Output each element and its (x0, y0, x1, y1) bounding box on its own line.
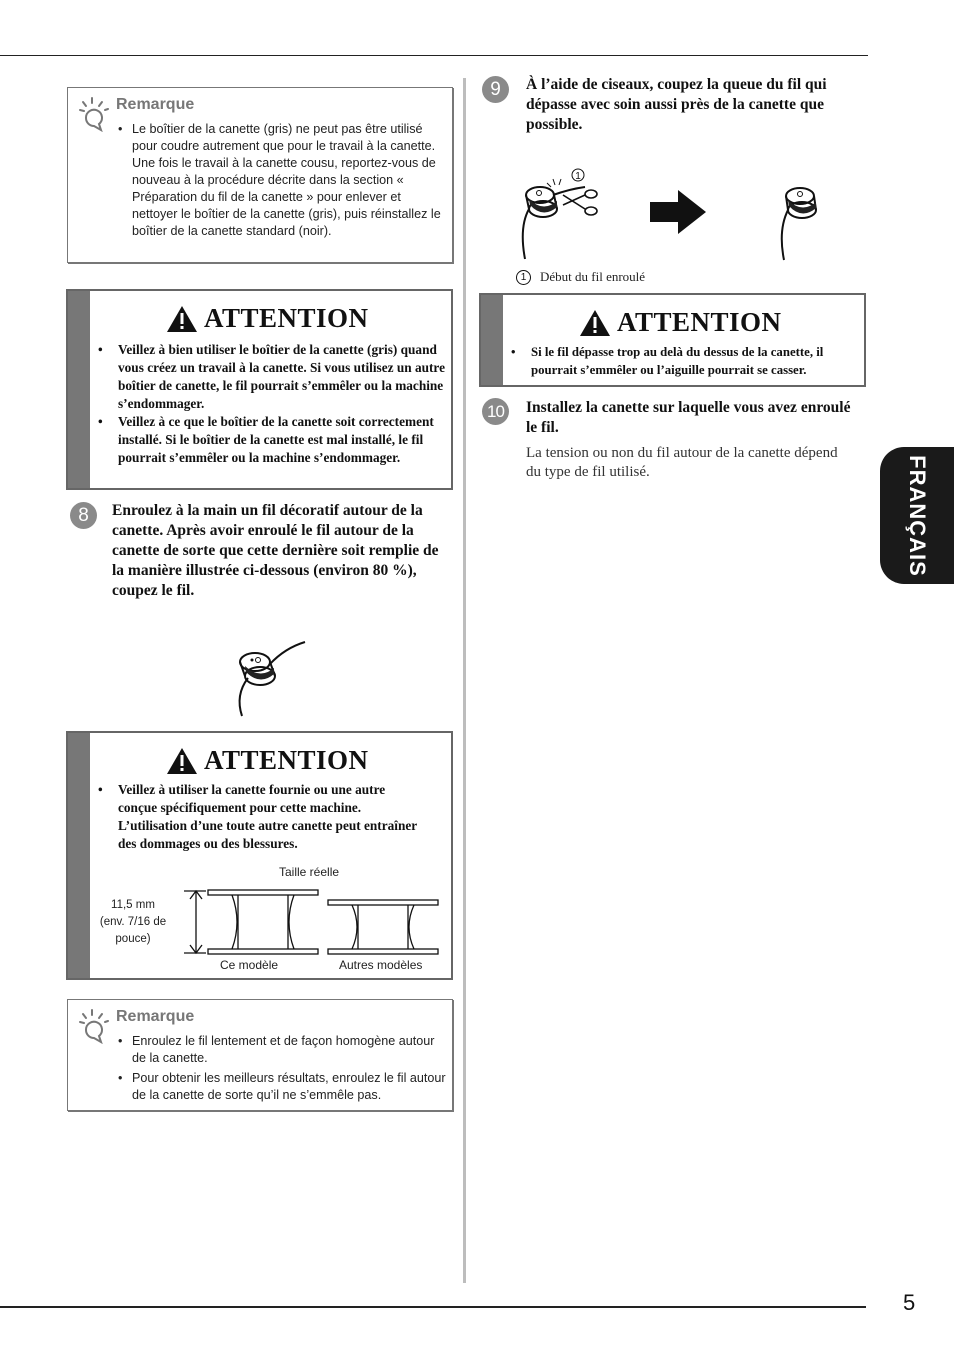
note-list (116, 121, 446, 240)
attention-item: • Veillez à utiliser la canette fournie ou une autre conçue spécifiquement pour cette machine. L’utilisation d’une toute autre canette peut entraîner des dommages ou des blessures. (96, 781, 426, 853)
attention-item: • Veillez à bien utiliser le boîtier de la canette (gris) quand vous créez un travail à la canette. Si vous utilisez un autre boîtier de canette, le fil pourrait s’emmêler ou la machine s’endommager. (96, 341, 446, 413)
warning-triangle-icon (166, 747, 198, 775)
attention-heading (579, 307, 782, 338)
bobbin-size-comparison (180, 887, 442, 957)
lightbulb-icon (77, 96, 111, 132)
label-other-models: Autres modèles (339, 958, 423, 972)
label-this-model: Ce modèle (220, 958, 279, 972)
warning-triangle-icon (166, 305, 198, 333)
note-item: • Pour obtenir les meilleurs résultats, enroulez le fil autour de la canette de sorte qu’il ne s’emmêle pas. (116, 1070, 446, 1104)
warning-triangle-icon (579, 309, 611, 337)
figure-legend (516, 269, 645, 285)
attention-list (509, 343, 861, 379)
column-divider (463, 78, 466, 1283)
arrow-right-icon (648, 188, 708, 236)
bottom-rule (0, 1306, 866, 1308)
note-item: • Le boîtier de la canette (gris) ne peut pas être utilisé pour coudre autrement que pour le travail à la canette. Une fois le travail à la canette cousu, reportez-vous de nouveau à la procédure décrite dans la section « Préparation du fil de la canette » pour enlever et nettoyer le boîtier de la canette (gris), puis réinstallez le boîtier de la canette standard (noir). (116, 121, 446, 240)
cutting-thread-illustration (515, 165, 615, 261)
step-10-badge: 10 (482, 398, 509, 425)
dimension-line-2: (env. 7/16 de (99, 916, 167, 928)
language-tab-label: FRANÇAIS (905, 454, 930, 577)
filled-bobbin-illustration (230, 640, 310, 718)
step-10-body: La tension ou non du fil autour de la canette dépend du type de fil utilisé. (526, 445, 838, 480)
step-9-text: À l’aide de ciseaux, coupez la queue du fil qui dépasse avec soin aussi près de la canette que possible. (526, 76, 827, 133)
note-item: • Enroulez le fil lentement et de façon homogène autour de la canette. (116, 1033, 446, 1067)
attention-bar (68, 291, 90, 488)
note-list (116, 1033, 446, 1104)
step-10-text: Installez la canette sur laquelle vous avez enroulé le fil. (526, 399, 851, 436)
attention-list (96, 341, 446, 467)
callout-number: 1 (575, 171, 581, 182)
top-rule (0, 55, 868, 56)
attention-bar (68, 733, 90, 978)
attention-list (96, 781, 426, 853)
step-8-text: Enroulez à la main un fil décoratif autour de la canette. Après avoir enroulé le fil autour de la canette de sorte que cette dernière soit remplie de la manière illustrée ci-dessous (environ 80 %), coupez le fil. (112, 502, 439, 599)
language-tab (880, 447, 954, 584)
attention-box-1 (66, 289, 453, 490)
dimension-line-1: 11,5 mm (111, 899, 155, 911)
dimension-label (90, 897, 176, 948)
trimmed-bobbin-illustration (770, 180, 830, 262)
note-box-1 (67, 87, 453, 263)
attention-bar (481, 295, 503, 385)
legend-number: 1 (516, 270, 531, 285)
attention-title: ATTENTION (204, 303, 369, 333)
note-title: Remarque (116, 96, 195, 113)
step-9-badge: 9 (482, 76, 509, 103)
dimension-line-3: pouce) (115, 933, 151, 945)
note-title: Remarque (116, 1008, 195, 1025)
attention-item: • Si le fil dépasse trop au delà du dessus de la canette, il pourrait s’emmêler ou l’aiguille pourrait se casser. (509, 343, 861, 379)
attention-heading (166, 745, 369, 776)
attention-box-3 (479, 293, 866, 387)
page-number: 5 (903, 1290, 916, 1315)
lightbulb-icon (77, 1008, 111, 1044)
attention-item: • Veillez à ce que le boîtier de la canette soit correctement installé. Si le boîtier de la canette est mal installé, le fil pourrait s’emmêler ou la machine s’endommager. (96, 413, 446, 467)
step-8-badge: 8 (70, 502, 97, 529)
attention-title: ATTENTION (204, 745, 369, 775)
legend-text: Début du fil enroulé (540, 269, 646, 284)
note-box-2 (67, 999, 453, 1111)
figure-caption: Taille réelle (279, 865, 340, 879)
attention-box-2 (66, 731, 453, 980)
attention-title: ATTENTION (617, 307, 782, 337)
attention-heading (166, 303, 369, 334)
